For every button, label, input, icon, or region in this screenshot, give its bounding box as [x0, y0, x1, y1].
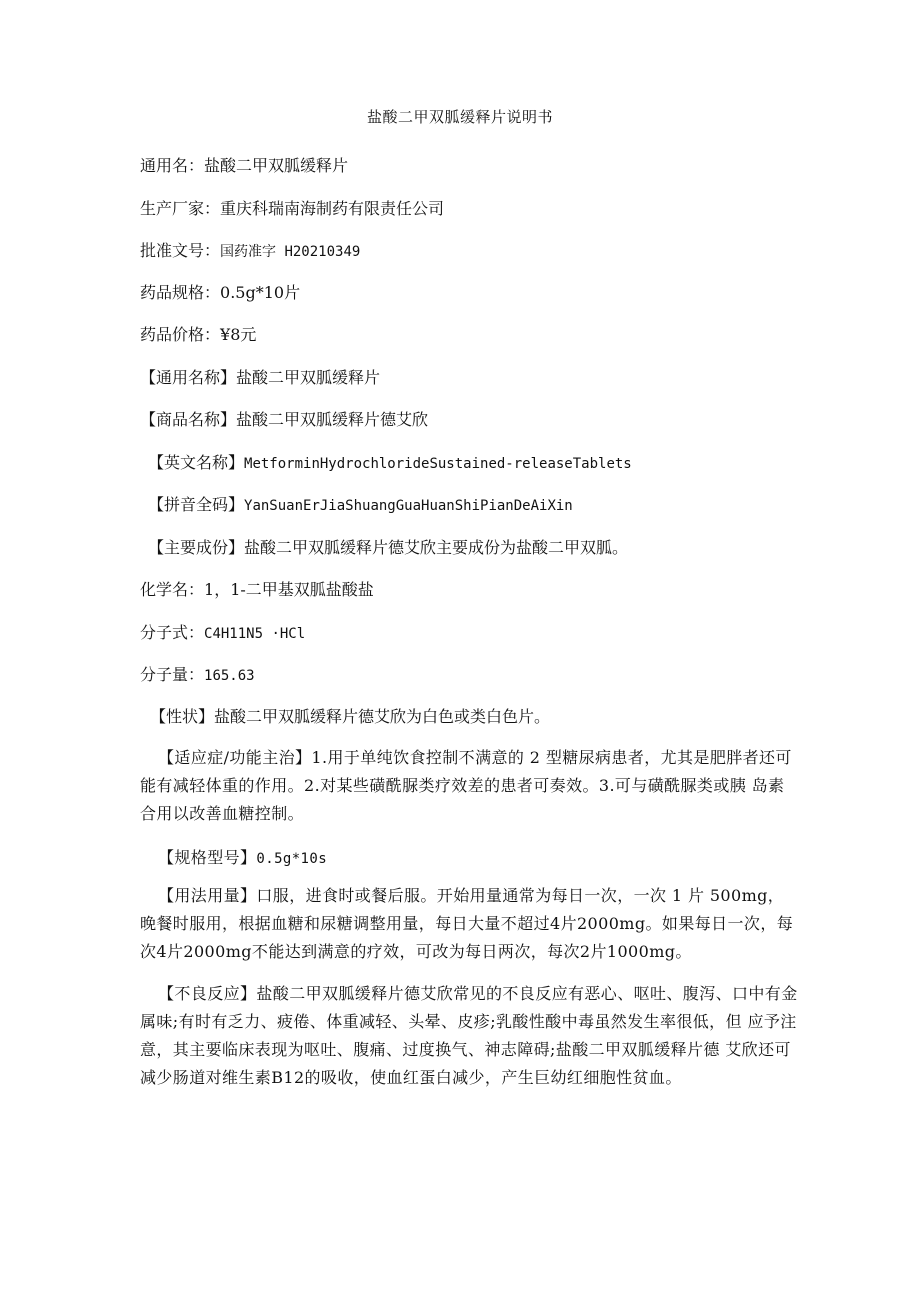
indications-paragraph — [140, 744, 800, 828]
paragraph-label: 【适应症/功能主治】 — [158, 748, 312, 767]
appearance-line — [150, 706, 550, 728]
line-label: 【通用名称】 — [140, 368, 237, 387]
line-value: MetforminHydrochlorideSustained-releaseTablets — [244, 456, 632, 472]
spec-model-paragraph — [140, 844, 800, 873]
dosage-paragraph — [140, 882, 800, 966]
line-value: 1，1-二甲基双胍盐酸盐 — [204, 580, 374, 599]
line-value: C4H11N5 ·HCl — [204, 626, 306, 642]
paragraph-label: 【用法用量】 — [158, 886, 257, 905]
line-value: 165.63 — [204, 668, 255, 684]
paragraph-text: 口服，进食时或餐后服。开始用量通常为每日一次，一次 1 片 500mg，晚餐时服用，根据血糖和尿糖调整用量，每日大量不超过4片2000mg。如果每日一次，每 次4片2000mg不能达到满意的疗效，可改为每日两次，每次2片1000mg。 — [140, 886, 794, 961]
line-label: 批准文号： — [140, 241, 221, 260]
pinyin-line — [148, 494, 573, 517]
line-value: 重庆科瑞南海制药有限责任公司 — [220, 199, 445, 218]
paragraph-text: 盐酸二甲双胍缓释片德艾欣常见的不良反应有恶心、呕吐、腹泻、口中有金属味;有时有乏力、疲倦、体重减轻、头晕、皮疹;乳酸性酸中毒虽然发生率很低，但 应予注意，其主要临床表现为呕吐、腹痛、过度换气、神志障碍;盐酸二甲双胍缓释片德 艾欣还可减少肠道对维生素B12的吸收，使血红蛋白减少，产生巨幼红细胞性贫血。 — [140, 984, 798, 1087]
line-label: 分子量： — [140, 665, 205, 684]
price-line — [140, 324, 256, 346]
english-name-line — [148, 452, 632, 475]
line-label: 分子式： — [140, 623, 205, 642]
adverse-reactions-paragraph — [140, 980, 800, 1092]
line-label: 生产厂家： — [140, 199, 221, 218]
line-value: YanSuanErJiaShuangGuaHuanShiPianDeAiXin — [244, 498, 573, 514]
common-name-line — [140, 367, 380, 389]
line-value: 盐酸二甲双胍缓释片德艾欣为白色或类白色片。 — [214, 707, 551, 726]
line-label: 化学名： — [140, 580, 205, 599]
paragraph-label: 【不良反应】 — [158, 984, 257, 1003]
paragraph-text: 1.用于单纯饮食控制不满意的 2 型糖尿病患者，尤其是肥胖者还可能有减轻体重的作用。2.对某些磺酰脲类疗效差的患者可奏效。3.可与磺酰脲类或胰 岛素合用以改善血糖控制。 — [140, 748, 792, 823]
paragraph-text: 0.5g*10s — [256, 851, 328, 867]
line-label: 药品规格： — [140, 283, 221, 302]
molecular-weight-line — [140, 664, 255, 687]
generic-name-line — [140, 155, 348, 177]
document-title: 盐酸二甲双胍缓释片说明书 — [366, 108, 553, 126]
paragraph-label: 【规格型号】 — [158, 848, 257, 867]
line-label: 【商品名称】 — [140, 410, 237, 429]
line-label: 药品价格： — [140, 325, 221, 344]
trade-name-line — [140, 409, 428, 431]
specification-line — [140, 282, 300, 304]
molecular-formula-line — [140, 622, 305, 645]
line-value: 盐酸二甲双胍缓释片德艾欣 — [236, 410, 429, 429]
chemical-name-line — [140, 579, 374, 601]
line-value: 盐酸二甲双胍缓释片 — [236, 368, 381, 387]
line-value: 国药准字 H20210349 — [220, 244, 361, 260]
line-label: 【英文名称】 — [148, 453, 245, 472]
line-value: ¥8元 — [220, 325, 257, 344]
line-label: 【主要成份】 — [148, 538, 245, 557]
line-value: 盐酸二甲双胍缓释片 — [204, 156, 349, 175]
main-ingredient-line — [148, 537, 628, 559]
line-label: 通用名： — [140, 156, 205, 175]
line-value: 0.5g*10片 — [220, 283, 301, 302]
line-label: 【拼音全码】 — [148, 495, 245, 514]
manufacturer-line — [140, 198, 444, 220]
line-label: 【性状】 — [150, 707, 215, 726]
line-value: 盐酸二甲双胍缓释片德艾欣主要成份为盐酸二甲双胍。 — [244, 538, 629, 557]
approval-number-line — [140, 240, 360, 263]
